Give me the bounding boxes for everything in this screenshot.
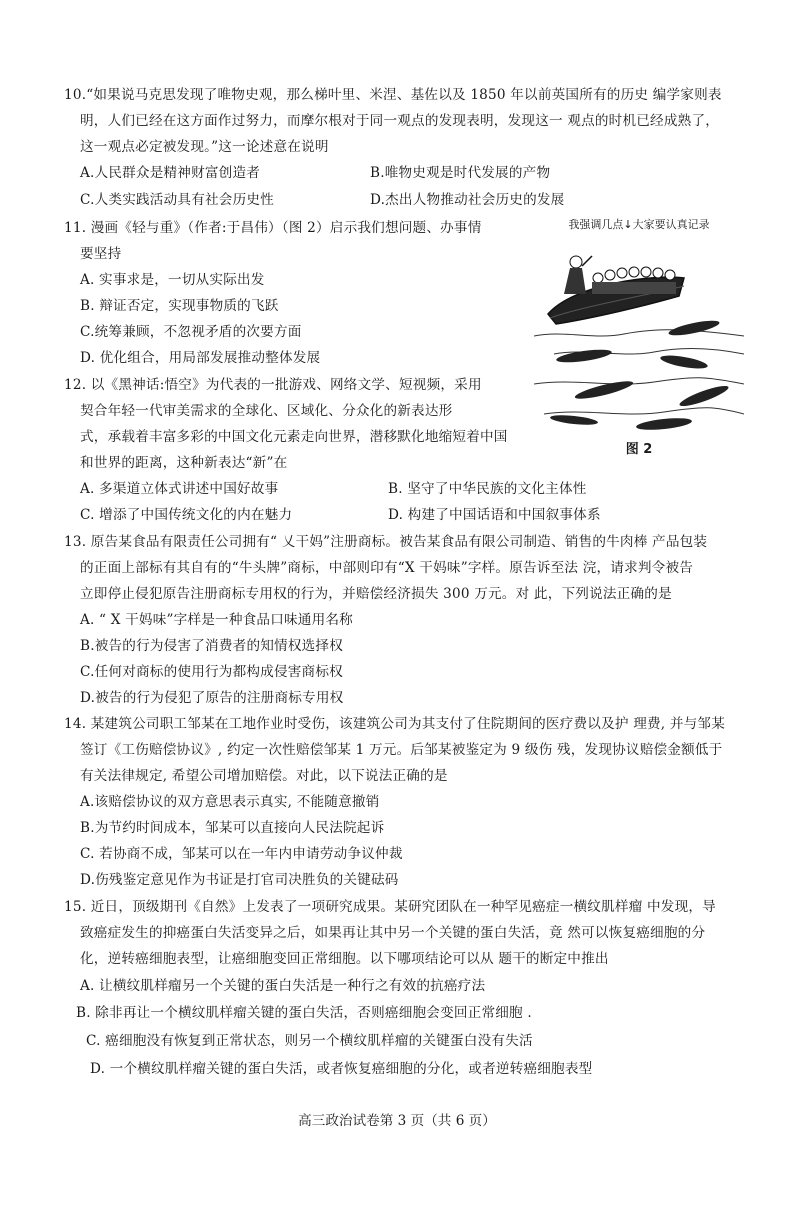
question-11-option-d: D. 优化组合，用局部发展推动整体发展 (80, 350, 321, 366)
question-14-option-a: A.该赔偿协议的双方意思表示真实, 不能随意撤销 (80, 794, 380, 810)
question-13-option-c: C.任何对商标的使用行为都构成侵害商标权 (80, 664, 343, 680)
question-15-stem-line-2: 致癌症发生的抑癌蛋白失活变异之后，如果再让其中另一个关键的蛋白失活，竟 然可以恢复癌细胞的分 (80, 925, 706, 941)
question-10-option-b: B.唯物史观是时代发展的产物 (370, 165, 551, 181)
question-15-option-a: A. 让横纹肌样瘤另一个关键的蛋白失活是一种行之有效的抗癌疗法 (80, 978, 486, 994)
question-13-option-b: B.被告的行为侵害了消费者的知情权选择权 (80, 638, 343, 654)
page-footer: 高三政治试卷第 3 页（共 6 页） (298, 1113, 496, 1129)
question-12-stem-line-1: 12. 以《黑神话:悟空》为代表的一批游戏、网络文学、短视频，采用 (64, 377, 482, 393)
question-13-stem-line-2: 的正面上部标有其自有的“牛头牌”商标，中部则印有“X 干妈味”字样。原告诉至法 浣，请求判令被告 (80, 560, 694, 576)
question-15-stem-line-3: 化，逆转癌细胞表型，让癌细胞变回正常细胞。以下哪项结论可以从 题干的断定中推出 (80, 951, 609, 967)
question-10-option-a: A.人民群众是精神财富创造者 (80, 165, 261, 181)
question-11-option-b: B. 辩证否定，实现事物质的飞跃 (80, 298, 279, 314)
question-14-option-c: C. 若协商不成，邹某可以在一年内申请劳动争议仲裁 (80, 846, 403, 862)
question-13-stem-line-3: 立即停止侵犯原告注册商标专用权的行为，并赔偿经济损失 300 万元。对 此，下列说法正确的是 (80, 586, 672, 602)
cartoon-speech-text: 我强调几点↓大家要认真记录 (568, 218, 710, 231)
question-14-stem-line-3: 有关法律规定, 希望公司增加赔偿。对此，以下说法正确的是 (80, 768, 448, 784)
question-13-option-a: A. “ X 干妈味”字样是一种食品口味通用名称 (80, 612, 353, 628)
water-waves (534, 330, 744, 414)
question-15-stem-line-1: 15. 近日，顶级期刊《自然》上发表了一项研究成果。某研究团队在一种罕见癌症一横纹肌样瘤 中发现，导 (64, 899, 716, 915)
question-10-option-d: D.杰出人物推动社会历史的发展 (370, 192, 565, 208)
question-13-stem-line-1: 13. 原告某食品有限责任公司拥有“ 乂干妈”注册商标。被告某食品有限公司制造、销售的牛肉棒 产品包装 (64, 534, 708, 550)
question-12-stem-line-2: 契合年轻一代审美需求的全球化、区域化、分众化的新表达形 (80, 403, 453, 419)
question-10-stem-line-3: 这一观点必定被发现。”这一论述意在说明 (80, 139, 329, 155)
question-12-stem-line-3: 式，承载着丰富多彩的中国文化元素走向世界，潜移默化地缩短着中国 (80, 429, 508, 445)
question-13-option-d: D.被告的行为侵犯了原告的注册商标专用权 (80, 690, 344, 706)
question-10-option-c: C.人类实践活动具有社会历史性 (80, 192, 274, 208)
question-11-stem-line-1: 11. 漫画《轻与重》（作者:于昌伟）（图 2）启示我们想问题、办事情 (64, 220, 482, 236)
question-11-stem-line-2: 要坚持 (80, 246, 122, 262)
question-15-option-c: C. 癌细胞没有恢复到正常状态，则另一个横纹肌样瘤的关键蛋白没有失活 (86, 1033, 533, 1049)
question-14-stem-line-2: 签订《工伤赔偿协议》, 约定一次性赔偿邹某 1 万元。后邹某被鉴定为 9 级伤 残，发现协议赔偿金额低于 (80, 742, 723, 758)
figure-label: 图 2 (625, 442, 653, 457)
speaking-leader (564, 256, 592, 294)
question-12-option-d: D. 构建了中国话语和中国叙事体系 (388, 507, 601, 523)
question-15-option-b: B. 除非再让一个横纹肌样瘤关键的蛋白失活，否则癌细胞会变回正常细胞 . (76, 1005, 532, 1021)
question-14-option-b: B.为节约时间成本，邹某可以直接向人民法院起诉 (80, 820, 385, 836)
question-12-option-a: A. 多渠道立体式讲述中国好故事 (80, 481, 279, 497)
question-12-option-c: C. 增添了中国传统文化的内在魅力 (80, 507, 293, 523)
question-15-option-d: D. 一个横纹肌样瘤关键的蛋白失活，或者恢复癌细胞的分化，或者逆转癌细胞表型 (90, 1061, 593, 1077)
question-11-option-c: C.统筹兼顾，不忽视矛盾的次要方面 (80, 324, 302, 340)
question-14-stem-line-1: 14. 某建筑公司职工邹某在工地作业时受伤，该建筑公司为其支付了住院期间的医疗费以及护 理费, 并与邹某 (64, 716, 726, 732)
cartoon-illustration (534, 244, 744, 436)
question-11-option-a: A. 实事求是，一切从实际出发 (80, 272, 265, 288)
question-14-option-d: D.伤残鉴定意见作为书证是打官司决胜负的关键砝码 (80, 872, 399, 888)
cartoon-figure (534, 218, 744, 458)
question-12-option-b: B. 坚守了中华民族的文化主体性 (388, 481, 587, 497)
question-10-stem-line-1: 10.“如果说马克思发现了唯物史观，那么梯叶里、米涅、基佐以及 1850 年以前英国所有的历史 编学家则表 (64, 87, 722, 103)
question-12-stem-line-4: 和世界的距离，这种新表达“新”在 (80, 455, 288, 471)
question-10-stem-line-2: 明，人们已经在这方面作过努力，而摩尔根对于同一观点的发现表明，发现这一 观点的时机已经成熟了， (80, 113, 720, 129)
